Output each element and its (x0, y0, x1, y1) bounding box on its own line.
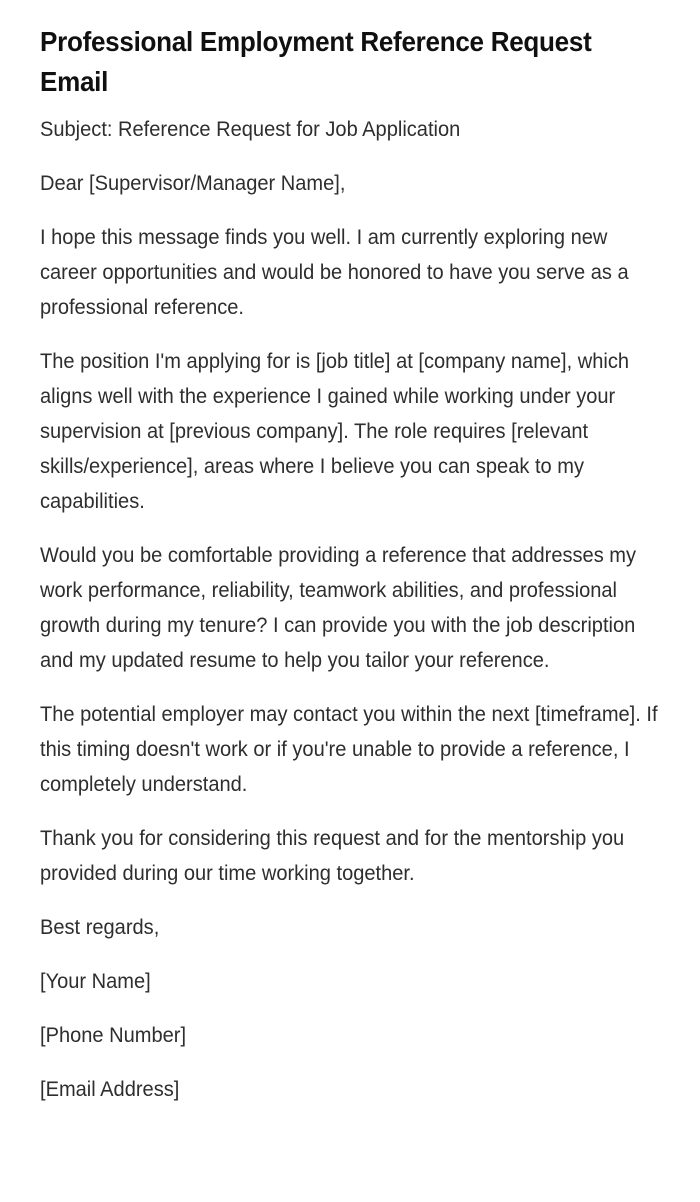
email-closing: Best regards, (40, 916, 160, 939)
email-salutation: Dear [Supervisor/Manager Name], (40, 172, 346, 195)
page-title: Professional Employment Reference Request Email (40, 26, 592, 97)
email-paragraph-2: The position I'm applying for is [job title] at [company name], which aligns well with the experience I gained while working under your supervision at [previous company]. The role requires [relevant skills/experience], areas where I believe you can speak to my capabilities. (40, 350, 630, 513)
email-body (40, 112, 660, 1107)
email-paragraph-3: Would you be comfortable providing a reference that addresses my work performance, reliability, teamwork abilities, and professional growth during my tenure? I can provide you with the job description and my updated resume to help you tailor your reference. (40, 544, 637, 672)
email-paragraph-1: I hope this message finds you well. I am currently exploring new career opportunities and would be honored to have you serve as a professional reference. (40, 226, 629, 319)
signature-phone: [Phone Number] (40, 1024, 187, 1047)
email-subject-line: Subject: Reference Request for Job Application (40, 118, 461, 141)
signature-email: [Email Address] (40, 1078, 180, 1101)
signature-name: [Your Name] (40, 970, 151, 993)
email-paragraph-4: The potential employer may contact you within the next [timeframe]. If this timing doesn't work or if you're unable to provide a reference, I completely understand. (40, 703, 658, 796)
email-paragraph-5: Thank you for considering this request and for the mentorship you provided during our time working together. (40, 827, 625, 885)
